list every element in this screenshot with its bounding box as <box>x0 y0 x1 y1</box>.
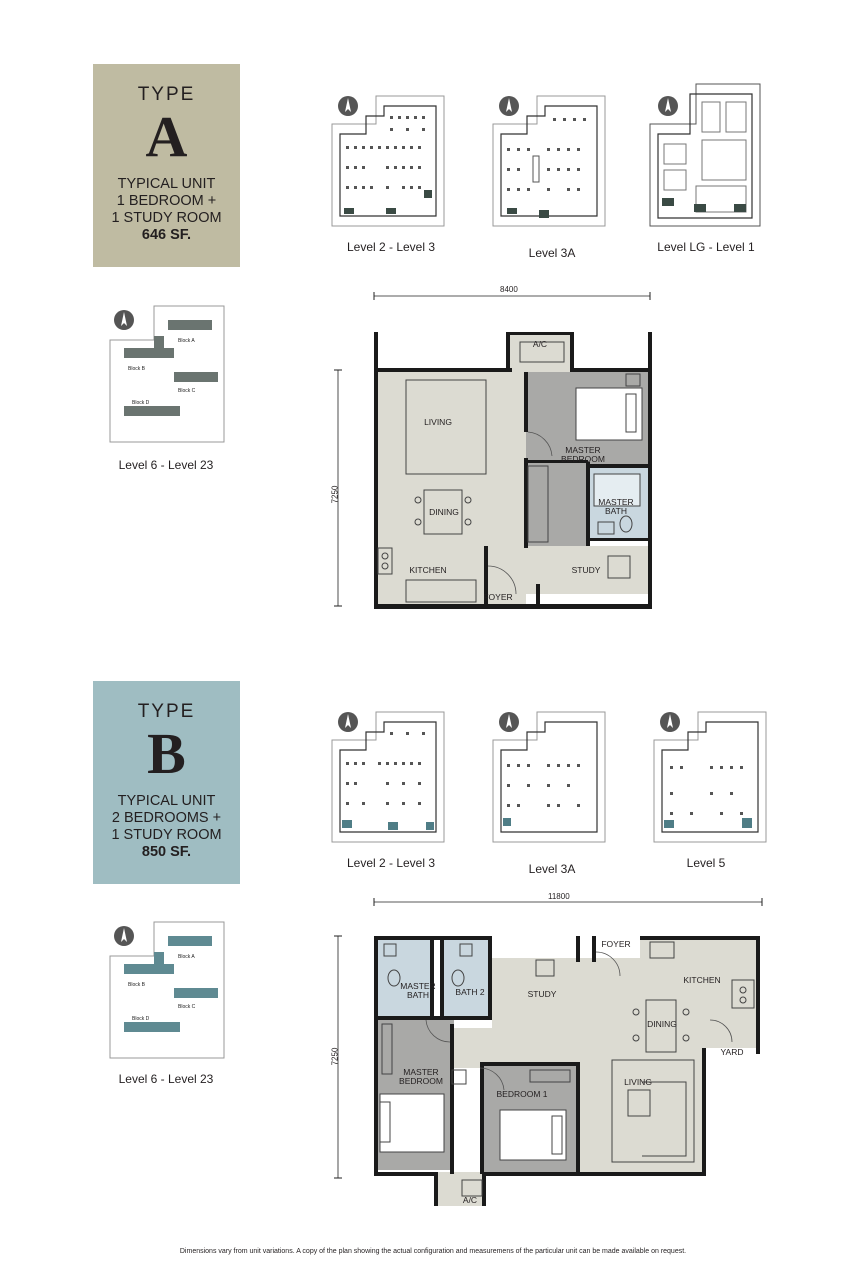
type-a-height-dim: 7250 <box>330 485 340 504</box>
footnote: Dimensions vary from unit variations. A copy of the plan showing the actual configuration and measuremens of the particular unit can be made available on request. <box>179 1248 687 1255</box>
keyplan-b-caption-1: Level 2 - Level 3 <box>346 856 436 870</box>
keyplan-b-level3a <box>487 702 609 848</box>
type-a-study: STUDY <box>571 565 601 575</box>
block-d-text: Block D <box>132 400 150 406</box>
type-b-dining: DINING <box>647 1019 677 1029</box>
keyplan-a-caption-3: Level LG - Level 1 <box>657 240 755 254</box>
type-a-label: TYPE <box>137 84 196 105</box>
type-b-ac: A/C <box>462 1195 478 1205</box>
type-a-dining: DINING <box>429 507 459 517</box>
keyplan-a-level3a <box>487 86 609 232</box>
type-b-size: 850 SF. <box>141 844 192 860</box>
type-a-kitchen: KITCHEN <box>409 565 447 575</box>
keyplan-b-level2-3 <box>326 702 448 848</box>
keyplan-a-caption-2: Level 3A <box>528 246 576 260</box>
type-b-height-dim: 7250 <box>330 1047 340 1066</box>
keyplan-a-levellg-1 <box>648 80 766 230</box>
keyplan-b-caption-4: Level 6 - Level 23 <box>118 1072 214 1086</box>
type-a-living: LIVING <box>424 417 452 427</box>
type-b-study: STUDY <box>527 989 557 999</box>
keyplan-b-caption-3: Level 5 <box>686 856 726 870</box>
type-b-living: LIVING <box>624 1077 652 1087</box>
type-a-width-dim: 8400 <box>500 285 518 294</box>
type-a-letter: A <box>145 104 188 169</box>
keyplan-a-caption-4: Level 6 - Level 23 <box>118 458 214 472</box>
keyplan-b-caption-2: Level 3A <box>528 862 576 876</box>
type-a-line1: TYPICAL UNIT <box>117 176 216 192</box>
block-b-text: Block B <box>128 366 145 372</box>
block-a-text: Block A <box>178 338 195 344</box>
type-b-kitchen: KITCHEN <box>683 975 721 985</box>
keyplan-b-level5 <box>648 702 770 848</box>
keyplan-a-level6-23 <box>106 300 228 448</box>
type-a-line2: 1 BEDROOM + <box>116 193 217 209</box>
type-b-bedroom1: BEDROOM 1 <box>496 1089 548 1099</box>
type-a-foyer: FOYER <box>483 592 513 602</box>
type-b-foyer: FOYER <box>601 939 631 949</box>
block-c-text-b: Block C <box>178 1004 196 1010</box>
type-a-line3: 1 STUDY ROOM <box>111 210 222 226</box>
type-b-letter: B <box>147 721 186 786</box>
type-a-master-bedroom: MASTER BEDROOM <box>561 445 605 464</box>
type-b-bath2: BATH 2 <box>455 987 485 997</box>
floor-plan-type-b <box>330 892 770 1217</box>
keyplan-a-caption-1: Level 2 - Level 3 <box>346 240 436 254</box>
block-c-text: Block C <box>178 388 196 394</box>
type-b-width-dim: 11800 <box>548 892 570 901</box>
type-a-header <box>93 64 240 244</box>
type-b-yard: YARD <box>720 1047 744 1057</box>
block-d-text-b: Block D <box>132 1016 150 1022</box>
type-b-line3: 1 STUDY ROOM <box>111 827 222 843</box>
block-a-text-b: Block A <box>178 954 195 960</box>
type-a-master-bath: MASTER BATH <box>598 497 634 516</box>
keyplan-a-level2-3 <box>326 86 448 232</box>
type-b-label: TYPE <box>137 701 196 722</box>
type-b-line2: 2 BEDROOMS + <box>111 810 222 826</box>
type-b-master-bath: MASTER BATH <box>400 981 436 1000</box>
floor-plan-type-a <box>330 284 660 614</box>
type-b-line1: TYPICAL UNIT <box>117 793 216 809</box>
type-a-size: 646 SF. <box>141 227 192 243</box>
type-b-header <box>93 681 240 861</box>
type-a-ac: A/C <box>532 339 548 349</box>
type-b-master-bedroom: MASTER BEDROOM <box>399 1067 443 1086</box>
block-b-text-b: Block B <box>128 982 145 988</box>
keyplan-b-level6-23 <box>106 916 228 1064</box>
